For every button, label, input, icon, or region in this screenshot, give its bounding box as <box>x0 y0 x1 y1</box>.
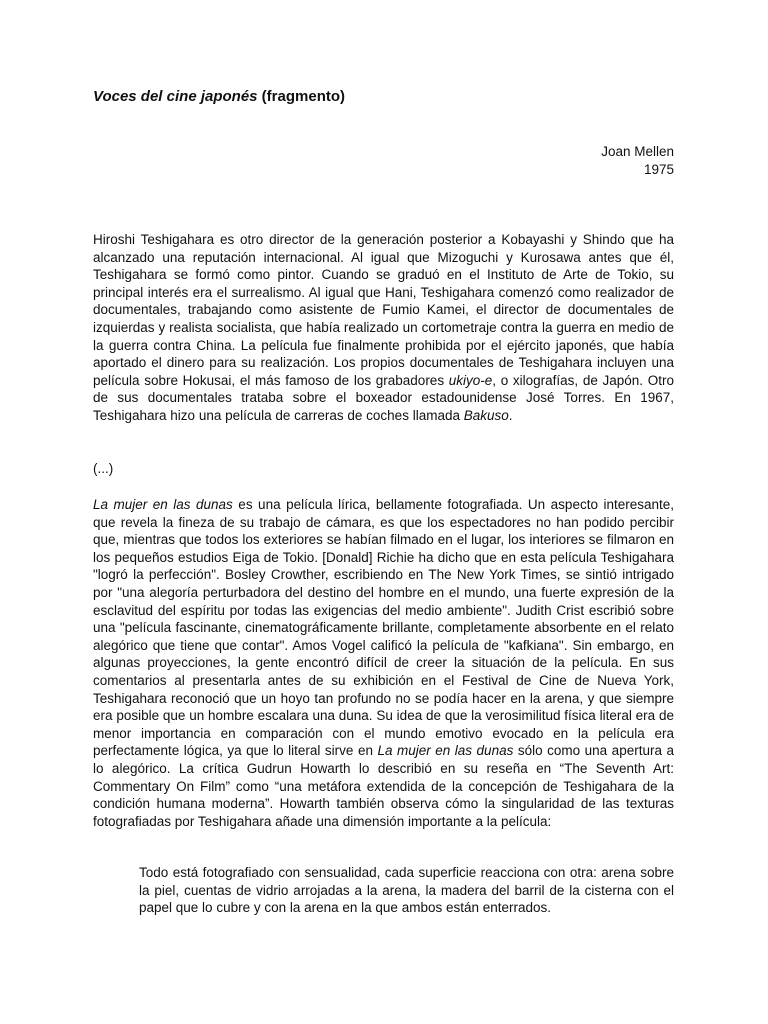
paragraph-teshigahara-bio <box>93 231 674 425</box>
p2-text-1: es una película lírica, bellamente fotografiada. Un aspecto interesante, que revela la fineza de su trabajo de cámara, es que los espectadores no han podido percibir que, mientras que todos los exteriores se habían filmado en el lugar, los interiores se filmaron en los pequeños estudios Eiga de Tokio. [Donald] Richie ha dicho que en esta película Teshigahara "logró la perfección". Bosley Crowther, escribiendo en The New York Times, se sintió intrigado por "una alegoría perturbadora del destino del hombre en el mundo, una fuerte expresión de la esclavitud del espíritu por todas las exigencias del medio ambiente". Judith Crist escribió sobre una "película fascinante, cinematográficamente brillante, completamente absorbente en el relato alegórico que tiene que contar". Amos Vogel calificó la película de "kafkiana". Sin embargo, en algunas proyecciones, la gente encontró difícil de creer la situación de la película. En sus comentarios al presentarla antes de su exhibición en el Festival de Cine de Nueva York, Teshigahara reconoció que un hoyo tan profundo no se podía hacer en la arena, y que siempre era posible que un hombre escalara una duna. Su idea de que la verosimilitud física literal era de menor importancia en comparación con el mundo emotivo evocado en la película era perfectamente lógica, ya que lo literal sirve en <box>93 497 674 759</box>
p1-text-3: . <box>508 407 513 423</box>
block-quote: Todo está fotografiado con sensualidad, cada superficie reacciona con otra: arena sobre la piel, cuentas de vidrio arrojadas a la arena, la madera del barril de la cisterna con el papel que lo cubre y con la arena en la que ambos están enterrados. <box>139 865 674 916</box>
p1-italic-ukiyo-e: ukiyo-e <box>448 372 493 388</box>
document-title <box>93 87 345 107</box>
p2-text-2: sólo como una apertura a lo alegórico. La crítica Gudrun Howarth lo describió en su reseña en “The Seventh Art: Commentary On Film” como “una metáfora extendida de la concepción de Teshigahara de la condición humana moderna”. Howarth también observa cómo la singularidad de las texturas fotografiadas por Teshigahara añade una dimensión importante a la película: <box>93 743 674 829</box>
p1-italic-bakuso: Bakuso <box>463 407 509 423</box>
author-name: Joan Mellen <box>601 144 674 159</box>
paragraph-mujer-en-las-dunas <box>93 496 674 830</box>
omission-marker: (...) <box>93 461 114 476</box>
title-suffix: (fragmento) <box>257 88 346 105</box>
p2-italic-film-title: La mujer en las dunas <box>93 497 233 512</box>
publication-year: 1975 <box>643 161 674 177</box>
p1-text-1: Hiroshi Teshigahara es otro director de la generación posterior a Kobayashi y Shindo que ha alcanzado una reputación internacional. Al igual que Mizoguchi y Kurosawa antes que él, Teshigahara se formó como pintor. Cuando se graduó en el Instituto de Arte de Tokio, su principal interés era el surrealismo. Al igual que Hani, Teshigahara comenzó como realizador de documentales, trabajando como asistente de Fumio Kamei, el director de documentales de izquierdas y realista socialista, que había realizado un cortometraje contra la guerra en medio de la guerra contra China. La película fue finalmente prohibida por el ejército japonés, que había aportado el dinero para su realización. Los propios documentales de Teshigahara incluyen una película sobre Hokusai, el más famoso de los grabadores <box>93 232 674 388</box>
p1-text-2: , o xilografías, de Japón. Otro de sus documentales trataba sobre el boxeador estadounidense José Torres. En 1967, Teshigahara hizo una película de carreras de coches llamada <box>93 372 674 423</box>
p2-italic-film-title-2: La mujer en las dunas <box>377 743 514 759</box>
byline <box>601 143 674 178</box>
title-italic: Voces del cine japonés <box>93 88 258 105</box>
